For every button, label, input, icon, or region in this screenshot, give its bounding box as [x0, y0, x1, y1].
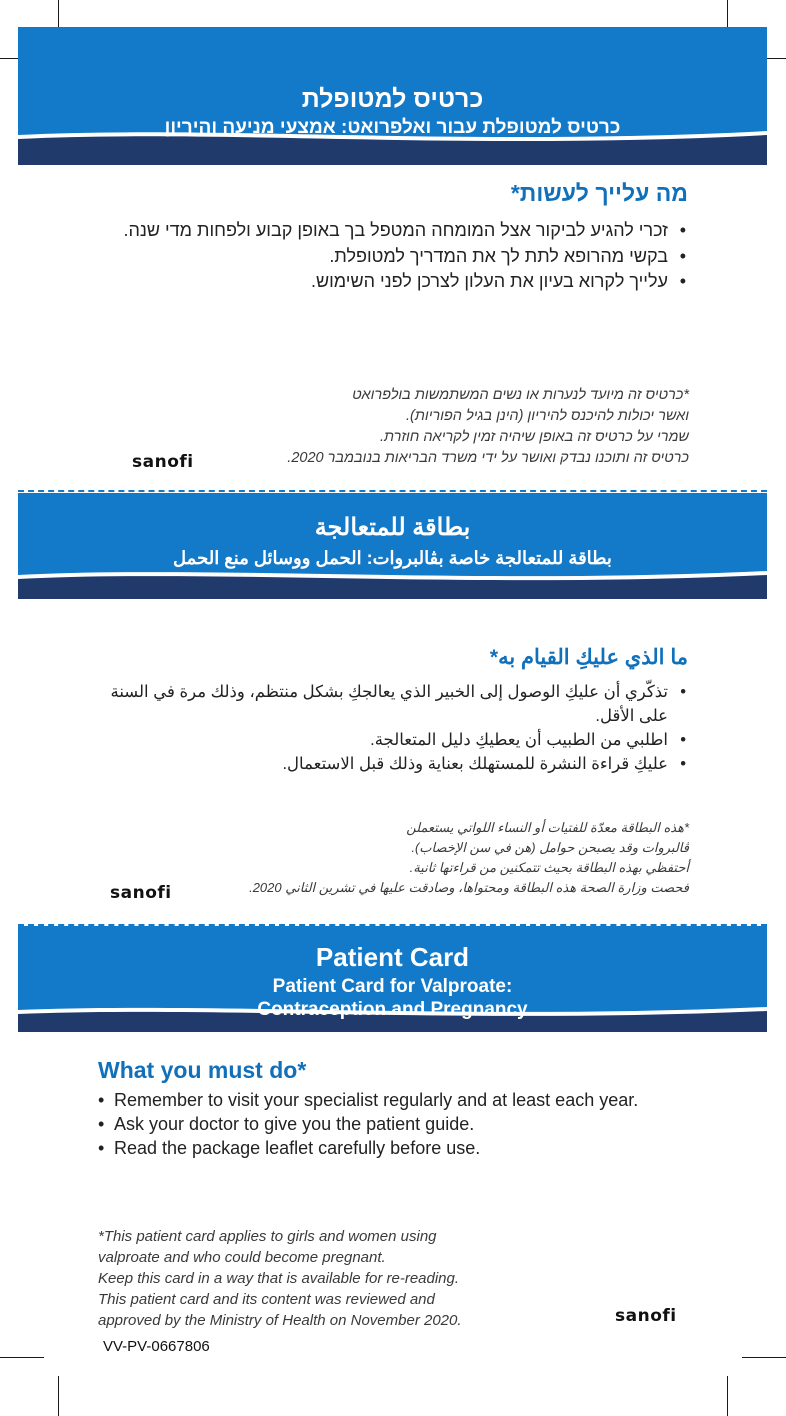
list-item: • Ask your doctor to give you the patient guide.	[98, 1112, 718, 1136]
card-subtitle: כרטיס למטופלת עבור ואלפרואט: אמצעי מניעה והיריון	[164, 117, 621, 138]
cut-line	[18, 490, 767, 492]
footnote-line: ڤالبروات وقد يصبحن حوامل (هن في سن الإخصاب).	[411, 840, 689, 855]
footnote-line: Keep this card in a way that is available for re-reading.	[98, 1270, 460, 1287]
card-subtitle: Contraception and Pregnancy	[257, 999, 528, 1020]
footnote-line: *هذه البطاقة معدّة للفتيات أو النساء اللواتي يستعملن	[406, 820, 689, 835]
instructions-list	[88, 680, 688, 776]
list-item: • تذكّري أن عليكِ الوصول إلى الخبير الذي يعالجكِ بشكل منتظم، وذلك مرة في السنة على الأقل.	[88, 680, 688, 728]
sanofi-logo: sanofi	[132, 452, 194, 472]
instructions-list	[88, 218, 688, 295]
section-heading: ما الذي عليكِ القيام به*	[489, 646, 688, 669]
footnote-line: فحصت وزارة الصحة هذه البطاقة ومحتواها، وصادقت عليها في تشرين الثاني 2020.	[249, 880, 689, 895]
footnote-line: ואשר יכולות להיכנס להיריון (הינן בגיל הפוריות).	[405, 408, 689, 424]
footnote-line: أحتفظي بهذه البطاقة بحيث تتمكنين من قراءتها ثانية.	[409, 860, 689, 875]
list-item: • בקשי מהרופא לתת לך את המדריך למטופלת.	[88, 244, 688, 270]
sanofi-logo: sanofi	[110, 883, 172, 903]
footnote-line: approved by the Ministry of Health on November 2020.	[98, 1312, 462, 1329]
footnote-line: valproate and who could become pregnant.	[98, 1249, 386, 1266]
section-heading: What you must do*	[98, 1057, 307, 1083]
list-item: • Read the package leaflet carefully before use.	[98, 1136, 718, 1160]
list-item: • اطلبي من الطبيب أن يعطيكِ دليل المتعالجة.	[88, 728, 688, 752]
footnote-line: This patient card and its content was reviewed and	[98, 1291, 435, 1308]
crop-mark	[58, 1376, 59, 1416]
document-code: VV-PV-0667806	[103, 1338, 210, 1355]
crop-mark	[727, 1376, 728, 1416]
card-subtitle: بطاقة للمتعالجة خاصة بڤالبروات: الحمل ووسائل منع الحمل	[173, 548, 612, 568]
footnote	[287, 385, 689, 469]
sanofi-logo: sanofi	[615, 1306, 677, 1326]
english-header-band	[18, 926, 767, 1032]
footnote	[249, 818, 689, 898]
crop-mark	[742, 1357, 786, 1358]
footnote-line: *This patient card applies to girls and women using	[98, 1228, 437, 1245]
footnote	[98, 1226, 462, 1331]
card-title: Patient Card	[315, 942, 470, 972]
list-item: • Remember to visit your specialist regularly and at least each year.	[98, 1088, 718, 1112]
card-title: بطاقة للمتعالجة	[314, 514, 471, 541]
footnote-line: שמרי על כרטיס זה באופן שיהיה זמין לקריאה חוזרת.	[379, 429, 689, 445]
list-item: • عليكِ قراءة النشرة للمستهلك بعناية وذلك قبل الاستعمال.	[88, 752, 688, 776]
footnote-line: *כרטיס זה מיועד לנערות או נשים המשתמשות בולפרואט	[352, 387, 689, 403]
header-wave	[18, 565, 767, 599]
crop-mark	[0, 1357, 44, 1358]
footnote-line: כרטיס זה ותוכנו נבדק ואושר על ידי משרד הבריאות בנובמבר 2020.	[287, 450, 689, 466]
card-subtitle: Patient Card for Valproate:	[272, 976, 513, 997]
section-heading: מה עלייך לעשות*	[510, 180, 688, 206]
list-item: • זכרי להגיע לביקור אצל המומחה המטפל בך באופן קבוע ולפחות מדי שנה.	[88, 218, 688, 244]
arabic-header-band	[18, 493, 767, 599]
instructions-list	[98, 1088, 718, 1160]
card-title: כרטיס למטופלת	[301, 85, 484, 113]
hebrew-header-band	[18, 27, 767, 165]
list-item: • עלייך לקרוא בעיון את העלון לצרכן לפני השימוש.	[88, 269, 688, 295]
